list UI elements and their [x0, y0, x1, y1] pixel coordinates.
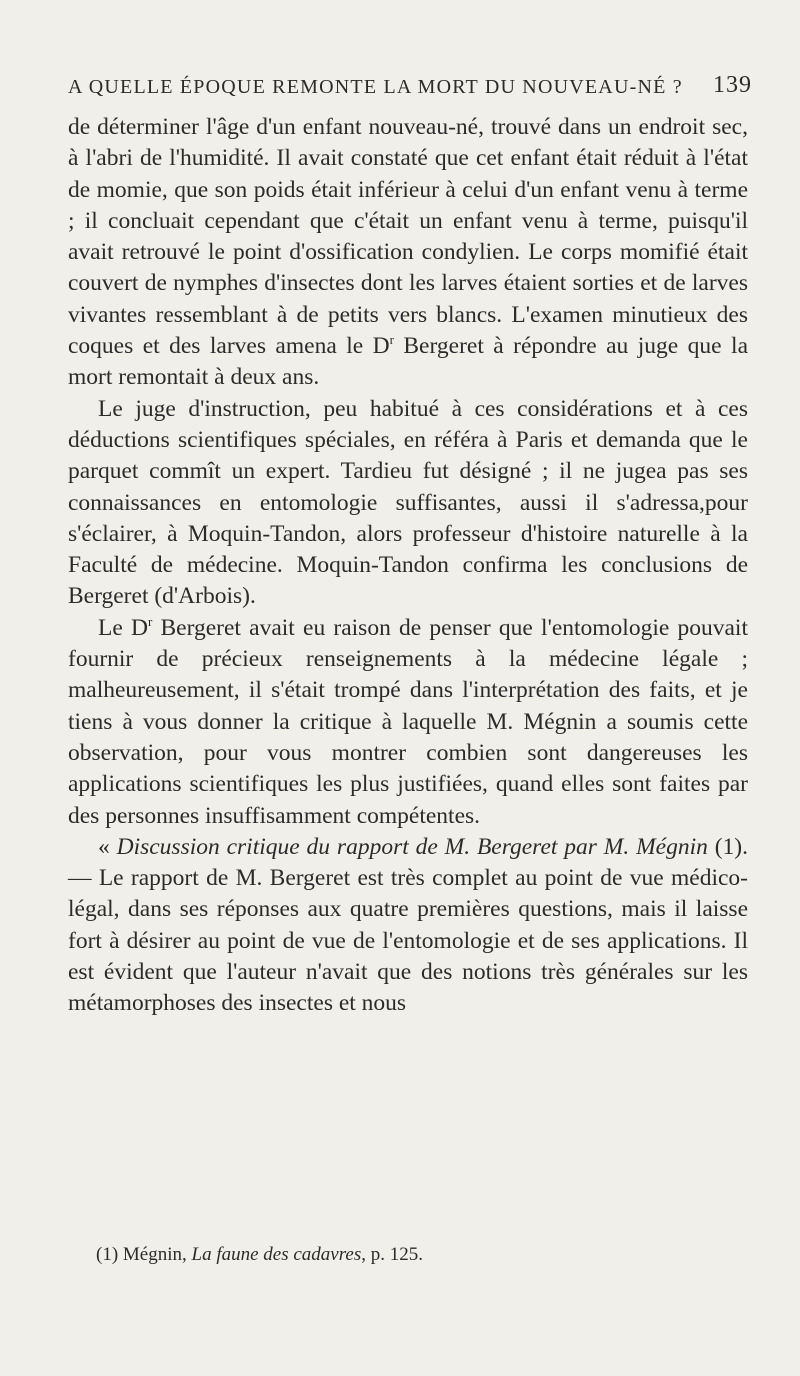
paragraph-3-sup: r [147, 613, 153, 629]
paragraph-1 [68, 112, 748, 394]
footnote-marker: (1) Mégnin, [96, 1244, 192, 1265]
running-title: A QUELLE ÉPOQUE REMONTE LA MORT DU NOUVEAU-NÉ ? [68, 76, 683, 98]
paragraph-4-quote: « [98, 833, 117, 860]
paragraph-4-rest: — Le rapport de M. Bergeret est très complet au point de vue médico-légal, dans ses réponses aux quatre premières questions, mais il laisse fort à désirer au point de vue de l'entomologie et de ses applications. Il est évident que l'auteur n'avait que des notions très générales sur les métamorphoses des insectes et nous [68, 865, 748, 1017]
doctor-abbrev-sup: r [389, 332, 394, 348]
paragraph-3 [68, 613, 748, 832]
page-number: 139 [713, 72, 752, 98]
paragraph-3-start: Le D [98, 614, 148, 641]
running-header [68, 72, 752, 106]
paragraph-4-italic-title: Discussion critique du rapport de M. Bergeret par M. Mégnin [116, 833, 708, 860]
paragraph-4 [68, 832, 748, 1020]
footnote-page: , p. 125. [361, 1244, 424, 1265]
footnote [96, 1244, 746, 1266]
paragraph-3-rest: Bergeret avait eu raison de penser que l'entomologie pouvait fournir de précieux renseignements à la médecine légale ; malheureusement, il s'était trompé dans l'interprétation des faits, et je tiens à vous donner la critique à laquelle M. Mégnin a soumis cette observation, pour vous montrer combien sont dangereuses les applications scientifiques les plus justifiées, quand elles sont faites par des personnes insuffisamment compétentes. [68, 614, 748, 829]
paragraph-2: Le juge d'instruction, peu habitué à ces considérations et à ces déductions scientifiques spéciales, en référa à Paris et demanda que le parquet commît un expert. Tardieu fut désigné ; il ne jugea pas ses connaissances en entomologie suffisantes, aussi il s'adressa,pour s'éclairer, à Moquin-Tandon, alors professeur d'histoire naturelle à la Faculté de médecine. Moquin-Tandon confirma les conclusions de Bergeret (d'Arbois). [68, 395, 748, 610]
paragraph-1-text: de déterminer l'âge d'un enfant nouveau-né, trouvé dans un endroit sec, à l'abri de l'humidité. Il avait constaté que cet enfant était réduit à l'état de momie, que son poids était inférieur à celui d'un enfant venu à terme ; il concluait cependant que c'était un enfant venu à terme, puisqu'il avait retrouvé le point d'ossification condylien. Le corps momifié était couvert de nymphes d'insectes dont les larves étaient sorties et de larves vivantes ressemblant à de petits vers blancs. L'examen minutieux des coques et des larves amena le [68, 114, 748, 360]
paragraph-4-note-ref: (1). [707, 833, 749, 860]
doctor-abbrev: D [372, 333, 390, 360]
footnote-title: La faune des cadavres [191, 1244, 362, 1265]
paragraph-1-end: Bergeret à répondre au juge que la mort remontait à deux ans. [68, 333, 748, 391]
body-text [68, 112, 748, 1020]
